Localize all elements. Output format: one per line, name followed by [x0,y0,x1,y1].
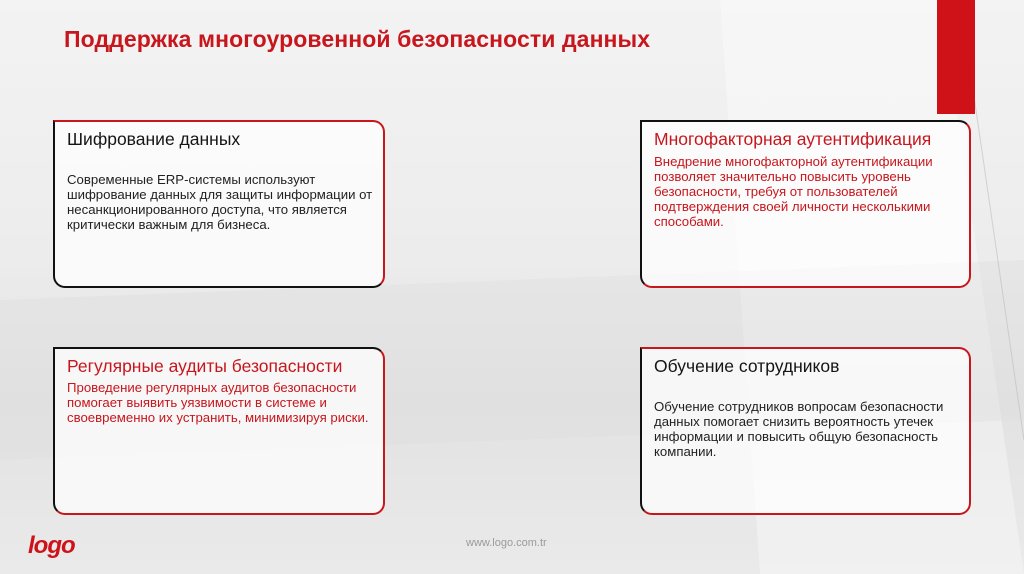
card-text: Современные ERP-системы используют шифрование данных для защиты информации от несанкционированного доступа, что является критически важным для бизнеса. [67,172,373,232]
slide-title: Поддержка многоуровенной безопасности данных [64,26,651,52]
card-multifactor-auth [640,120,971,288]
card-heading: Шифрование данных [67,129,241,149]
card-text: Обучение сотрудников вопросам безопасности данных помогает снизить вероятность утечек информации и повысить общую безопасность компании. [654,399,944,459]
card-heading: Регулярные аудиты безопасности [67,356,343,376]
card-text: Внедрение многофакторной аутентификации позволяет значительно повысить уровень безопасности, требуя от пользователей подтверждения своей личности несколькими способами. [654,154,933,229]
card-text: Проведение регулярных аудитов безопасности помогает выявить уязвимости в системе и своевременно их устранить, минимизируя риски. [67,380,369,425]
card-staff-training [640,347,971,515]
card-heading: Обучение сотрудников [654,356,840,376]
company-logo: logo [28,532,75,559]
card-heading: Многофакторная аутентификация [654,129,932,149]
card-data-encryption [53,120,385,288]
footer-url: www.logo.com.tr [466,537,547,549]
card-security-audits [53,347,385,515]
accent-bar [937,0,975,114]
